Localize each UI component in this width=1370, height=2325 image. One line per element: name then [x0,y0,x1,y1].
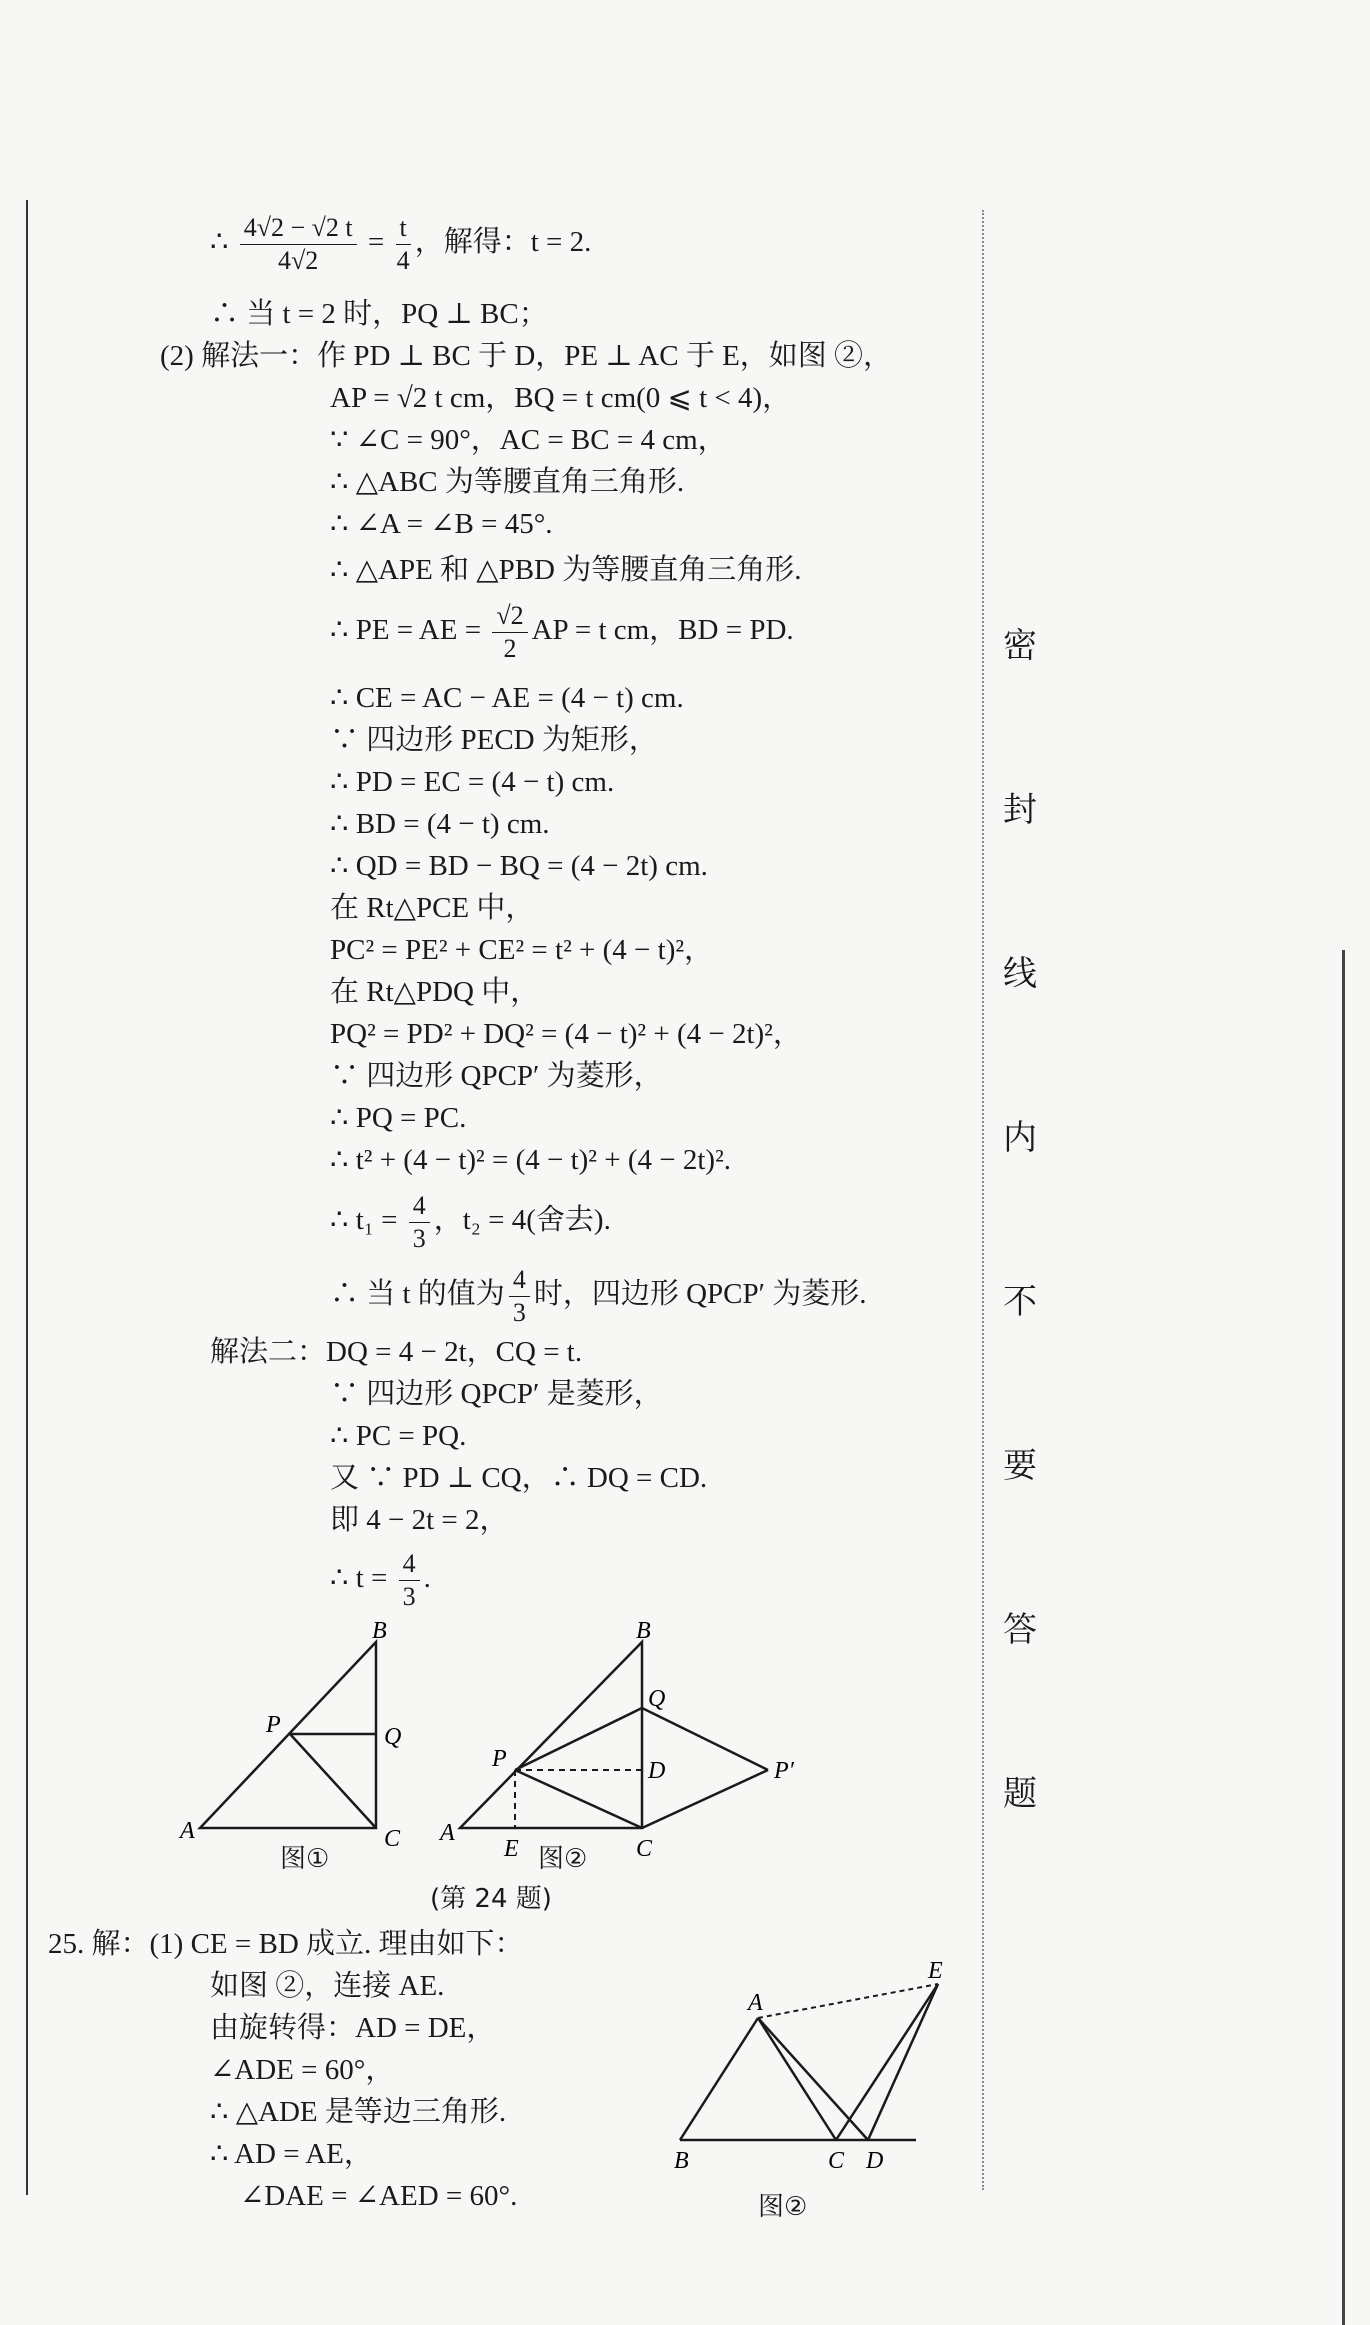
figure-25 [660,1960,960,2200]
solution-line: ∵ 四边形 QPCP′ 为菱形， [330,1060,663,1092]
fraction: $\frac{4√2 - √2 t}{4√2}$ [240,212,357,277]
solution-line: AP = √2 t cm，BQ = t cm(0 ⩽ t < 4)， [330,382,792,414]
solution-line: 如图 ②，连接 AE. [210,1970,445,2002]
left-margin-line [26,200,28,2195]
fraction: $\frac{4}{3}$ [399,1548,420,1613]
segment-ce [836,1984,938,2140]
solution-line: ∴ BD = (4 − t) cm. [330,808,550,840]
solution-line: ∴ t² + (4 − t)² = (4 − t)² + (4 − 2t)². [330,1144,732,1176]
segment-ab [680,2018,758,2140]
solution-line: (2) 解法一：作 PD ⊥ BC 于 D，PE ⊥ AC 于 E，如图 ②， [160,340,893,372]
label-e: E [504,1836,519,1862]
triangle-abc [460,1642,642,1828]
solution-line: ∴ △ABC 为等腰直角三角形. [330,466,685,498]
solution-line: ∴ t = $\frac{4}{3}$ . [330,1549,431,1611]
segment-de [868,1984,938,2140]
label-q: Q [384,1724,402,1750]
fraction: $\frac{4}{3}$ [509,1264,530,1329]
fraction: $\frac{t}{4}$ [396,213,410,275]
label-c: C [636,1836,653,1862]
solution-line: ∴ 当 t 的值为 $\frac{4}{3}$ 时，四边形 QPCP′ 为菱形. [330,1265,867,1327]
label-a: A [440,1820,455,1846]
label-a: A [180,1818,195,1844]
seal-char: 答 [1003,1610,1037,1650]
solution-line: ∴ t₁ = $\frac{4}{3}$ ，t₂ = 4(舍去). [330,1191,611,1253]
solution-line: 解法二：DQ = 4 − 2t，CQ = t. [210,1336,583,1368]
seal-char: 要 [1003,1446,1037,1486]
segment-ac [758,2018,836,2140]
solution-line: 25. 解：(1) CE = BD 成立. 理由如下： [48,1928,524,1960]
solution-line: ∴ $\frac{4√2 - √2 t}{4√2}$ = $\frac{t}{4}$ ，解得：t = 2. [210,213,592,275]
right-margin-line [1342,950,1345,2325]
seal-char: 题 [1003,1774,1037,1814]
segment-ae [758,1984,938,2018]
segment-pq [515,1708,642,1770]
solution-line: ∴ △APE 和 △PBD 为等腰直角三角形. [330,554,802,586]
solution-line: ∴ PC = PQ. [330,1420,467,1452]
label-p: P [266,1712,281,1738]
solution-line: ∴ 当 t = 2 时，PQ ⊥ BC； [210,298,548,330]
solution-line: ∴ PE = AE = $\frac{√2}{2}$ AP = t cm，BD = PD. [330,601,794,663]
solution-line: 在 Rt△PCE 中， [330,892,535,924]
solution-line: ∴ ∠A = ∠B = 45°. [330,508,553,540]
solution-line: 即 4 − 2t = 2， [330,1504,509,1536]
label-q: Q [648,1686,666,1712]
figure-1-caption: 图① [280,1844,330,1874]
solution-line: ∴ QD = BD − BQ = (4 − 2t) cm. [330,850,708,882]
label-c: C [384,1826,401,1852]
label-d: D [866,2148,884,2174]
solution-line: PQ² = PD² + DQ² = (4 − t)² + (4 − 2t)²， [330,1018,802,1050]
solution-line: ∵ 四边形 QPCP′ 是菱形， [330,1378,663,1410]
figure-1 [170,1620,430,1870]
solution-line: ∵ ∠C = 90°，AC = BC = 4 cm， [330,424,727,456]
solution-line: PC² = PE² + CE² = t² + (4 − t)²， [330,934,714,966]
solution-line: ∠ADE = 60°， [210,2054,395,2086]
segment-ad [758,2018,868,2140]
label-a: A [748,1990,763,2016]
solution-line: 又 ∵ PD ⊥ CQ，∴ DQ = CD. [330,1462,708,1494]
problem-caption: (第 24 题) [430,1884,552,1914]
seal-dotted-line [982,210,984,2190]
solution-line: ∴ PQ = PC. [330,1102,467,1134]
seal-char: 不 [1003,1282,1037,1322]
solution-line: 在 Rt△PDQ 中， [330,976,540,1008]
segment-pc [290,1734,376,1828]
label-d: D [648,1758,666,1784]
seal-char: 封 [1003,790,1037,830]
segment-pc [515,1770,642,1828]
solution-line: ∴ △ADE 是等边三角形. [210,2096,507,2128]
seal-char: 密 [1003,626,1037,666]
label-b: B [674,2148,689,2174]
solution-line: 由旋转得：AD = DE， [210,2012,496,2044]
seal-char: 内 [1003,1118,1037,1158]
label-b: B [372,1620,387,1644]
figure-2 [430,1620,810,1880]
figure-2-caption: 图② [538,1844,588,1874]
figure-25-caption: 图② [758,2192,808,2222]
label-p: P [492,1746,507,1772]
label-p-prime: P′ [774,1758,794,1784]
solution-line: ∴ AD = AE， [210,2138,373,2170]
fraction: $\frac{√2}{2}$ [492,600,527,665]
fraction: $\frac{4}{3}$ [409,1190,430,1255]
label-c: C [828,2148,845,2174]
solution-line: ∴ PD = EC = (4 − t) cm. [330,766,615,798]
seal-char: 线 [1003,954,1037,994]
solution-line: ∠DAE = ∠AED = 60°. [240,2180,518,2212]
solution-line: ∴ CE = AC − AE = (4 − t) cm. [330,682,684,714]
label-e: E [928,1960,943,1984]
label-b: B [636,1620,651,1644]
solution-line: ∵ 四边形 PECD 为矩形， [330,724,658,756]
